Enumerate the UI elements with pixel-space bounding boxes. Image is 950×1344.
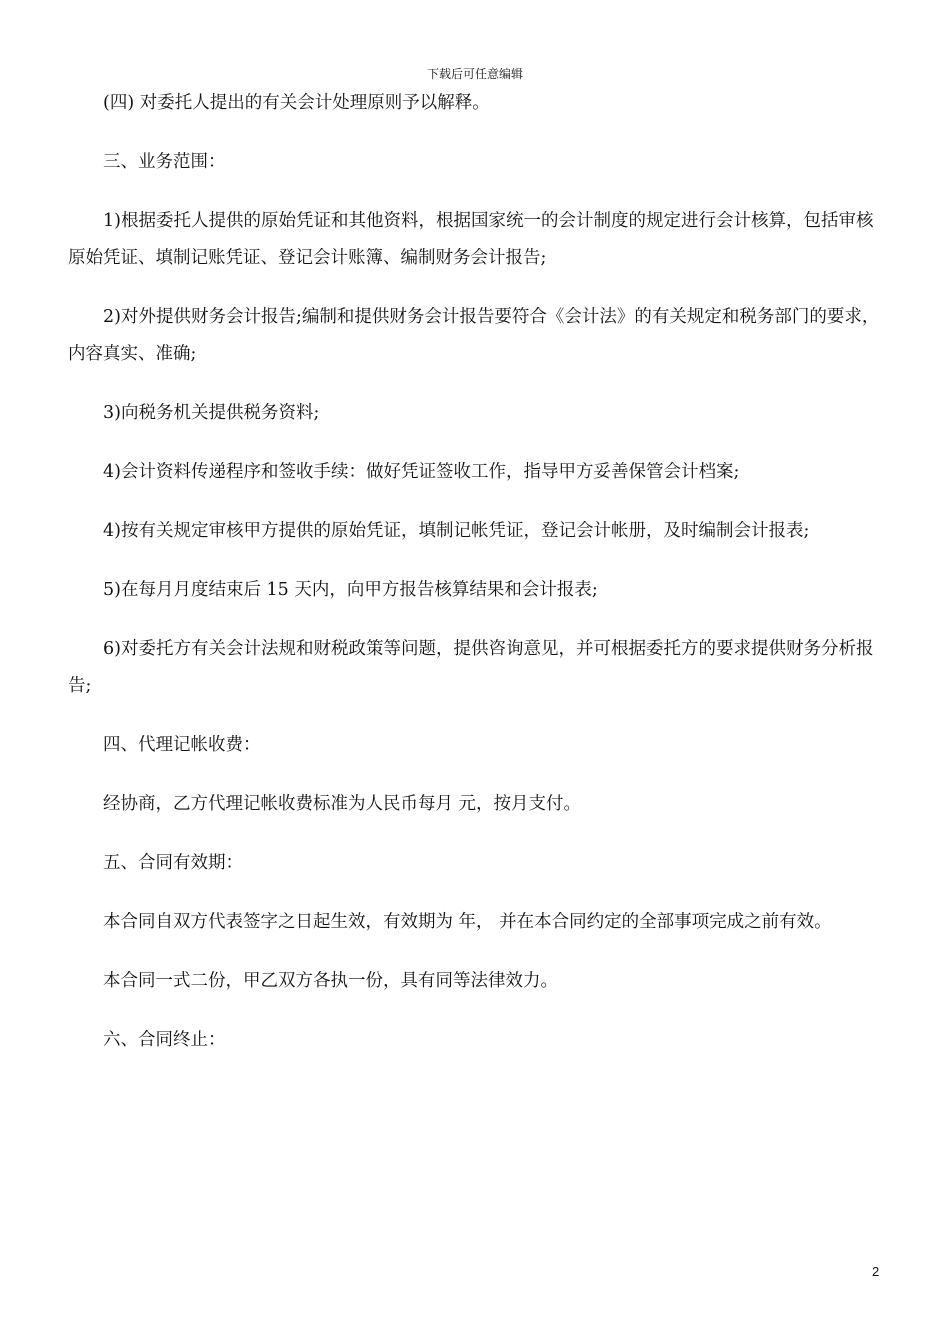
paragraph-validity-term: 本合同自双方代表签字之日起生效，有效期为 年， 并在本合同约定的全部事项完成之前有效。	[103, 912, 832, 932]
section-heading-termination: 六、合同终止：	[103, 1030, 226, 1050]
section-heading-validity: 五、合同有效期：	[103, 853, 243, 873]
section-heading-business-scope: 三、业务范围：	[103, 152, 226, 172]
list-item-voucher-review: 4)按有关规定审核甲方提供的原始凭证，填制记帐凭证，登记会计帐册，及时编制会计报表;	[103, 521, 810, 541]
header-note: 下载后可任意编辑	[426, 67, 523, 81]
page-number: 2	[872, 1264, 880, 1279]
paragraph-copies: 本合同一式二份，甲乙双方各执一份，具有同等法律效力。	[103, 971, 558, 991]
list-item-tax-data: 3)向税务机关提供税务资料;	[103, 403, 320, 423]
document-body	[68, 85, 884, 1081]
list-item-accounting: 1)根据委托人提供的原始凭证和其他资料，根据国家统一的会计制度的规定进行会计核算，包括审核原始凭证、填制记账凭证、登记会计账簿、编制财务会计报告;	[68, 211, 874, 268]
list-item-document-transfer: 4)会计资料传递程序和签收手续：做好凭证签收工作，指导甲方妥善保管会计档案;	[103, 462, 740, 482]
list-item-consulting: 6)对委托方有关会计法规和财税政策等问题，提供咨询意见，并可根据委托方的要求提供财务分析报告;	[68, 639, 874, 696]
list-item-monthly-report: 5)在每月月度结束后 15 天内，向甲方报告核算结果和会计报表;	[103, 580, 598, 600]
paragraph-fee-standard: 经协商，乙方代理记帐收费标准为人民币每月 元，按月支付。	[103, 794, 582, 814]
paragraph-interpretation: (四) 对委托人提出的有关会计处理原则予以解释。	[103, 93, 490, 113]
list-item-financial-report: 2)对外提供财务会计报告;编制和提供财务会计报告要符合《会计法》的有关规定和税务部门的要求，内容真实、准确;	[68, 307, 880, 364]
section-heading-fees: 四、代理记帐收费：	[103, 735, 261, 755]
